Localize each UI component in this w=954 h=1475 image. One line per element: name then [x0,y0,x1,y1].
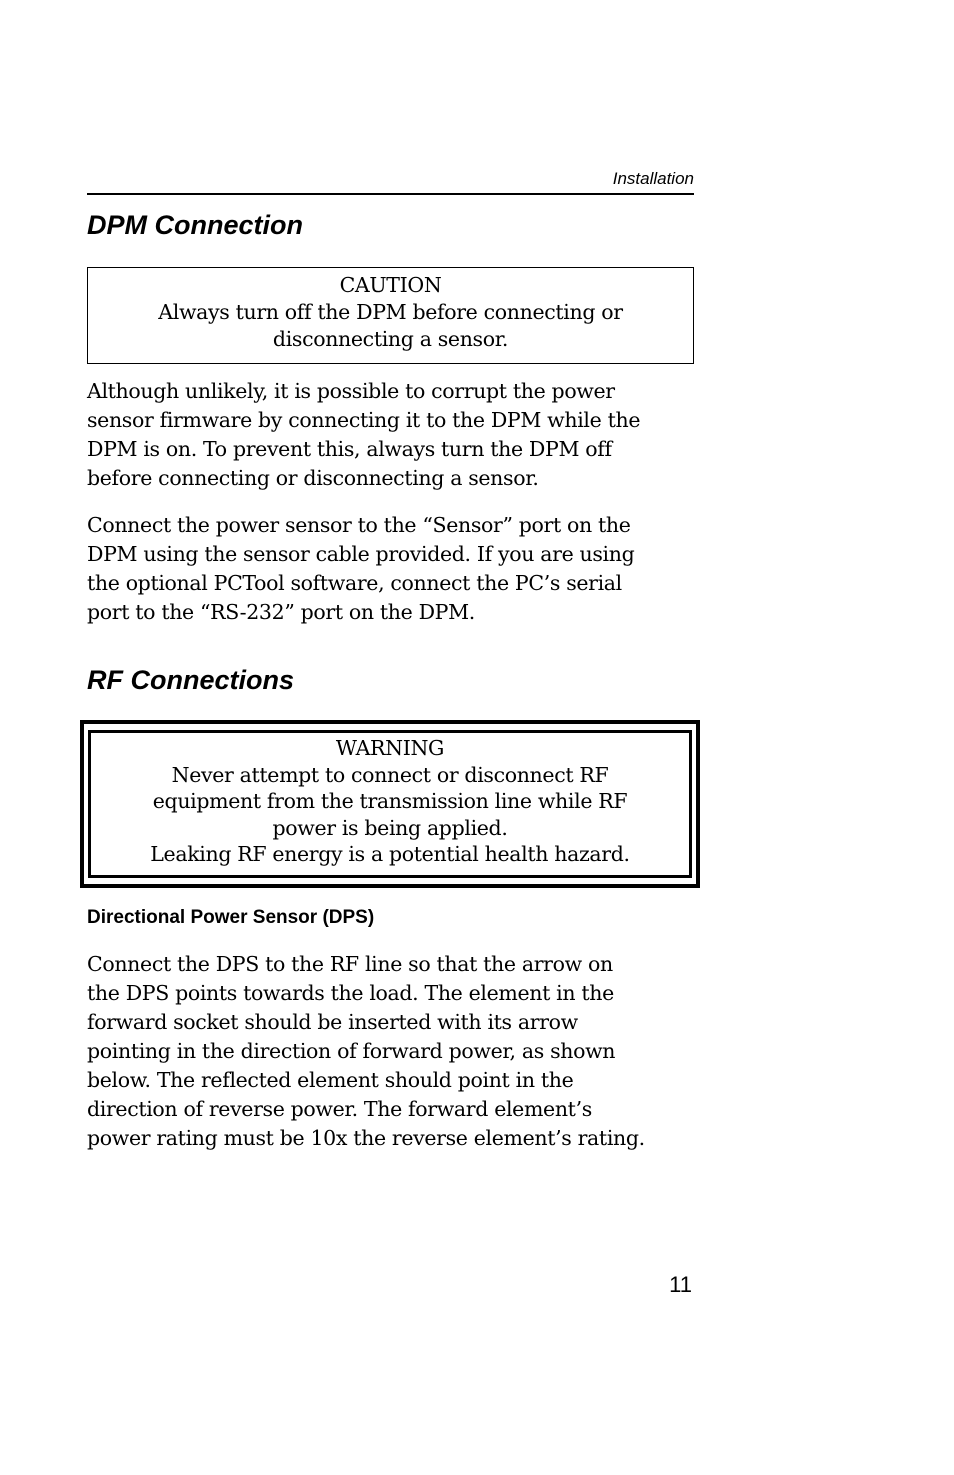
subheading-directional-power-sensor: Directional Power Sensor (DPS) [87,907,375,928]
warning-box [80,720,700,888]
warning-line: Leaking RF energy is a potential health hazard. [150,842,630,866]
paragraph-dps-connection [87,950,707,1153]
caution-line: disconnecting a sensor. [272,327,509,351]
text-line: the DPS points towards the load. The element in the [87,981,614,1005]
text-line: pointing in the direction of forward power, as shown [87,1039,616,1063]
text-line: before connecting or disconnecting a sensor. [87,466,539,490]
text-line: DPM using the sensor cable provided. If you are using [87,542,635,566]
text-line: DPM is on. To prevent this, always turn the DPM off [87,437,612,461]
caution-line: Always turn off the DPM before connecting or [158,300,623,324]
warning-text [91,735,689,868]
text-line: below. The reflected element should point in the [87,1068,574,1092]
header-rule [87,193,694,195]
section-heading-rf-connections: RF Connections [87,665,294,695]
paragraph-sensor-connection [87,511,707,627]
text-line: power rating must be 10x the reverse element’s rating. [87,1126,645,1150]
caution-label: CAUTION [339,273,442,297]
warning-line: equipment from the transmission line while RF [152,789,628,813]
warning-line: power is being applied. [272,815,508,840]
caution-box [87,267,694,364]
paragraph-firmware-warning [87,377,707,493]
running-header: Installation [612,169,694,188]
manual-page [87,0,694,1475]
text-line: Although unlikely, it is possible to corrupt the power [87,379,615,403]
text-line: sensor firmware by connecting it to the DPM while the [87,408,641,432]
text-line: Connect the DPS to the RF line so that the arrow on [87,952,613,976]
page-number: 11 [669,1272,692,1297]
text-line: the optional PCTool software, connect the PC’s serial [87,571,622,595]
text-line: direction of reverse power. The forward element’s [87,1097,592,1121]
caution-text [88,272,693,353]
warning-label: WARNING [335,736,445,760]
warning-inner-frame [88,730,692,878]
warning-line: Never attempt to connect or disconnect RF [171,762,609,787]
text-line: port to the “RS-232” port on the DPM. [87,600,475,624]
text-line: forward socket should be inserted with its arrow [87,1010,578,1034]
text-line: Connect the power sensor to the “Sensor” port on the [87,513,631,537]
section-heading-dpm-connection: DPM Connection [87,210,303,240]
